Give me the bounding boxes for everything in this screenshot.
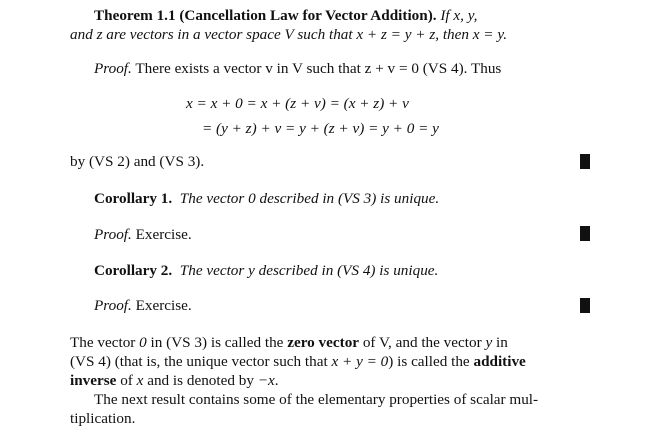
corollary-2-proof-text: Exercise. [135,297,192,314]
theorem-block [70,6,592,44]
math-sum: x + y = 0 [331,353,389,370]
math-zero: 0 [139,334,147,351]
closing-paragraph [70,333,592,428]
proof-line [70,59,616,78]
proof-label: Proof. [94,60,132,77]
corollary-1-proof [70,225,616,244]
math-x: x [136,372,144,389]
qed-mark-2 [580,226,590,241]
text-span: ) is called the [388,353,474,370]
corollary-1 [70,189,616,208]
text-span: of V, and the vector [359,334,486,351]
math-neg-x: −x [257,372,275,389]
equation-line-2: = (y + z) + v = y + (z + v) = y + 0 = y [202,120,439,137]
corollary-2-proof [70,296,616,315]
text-span: in (VS 3) is called the [146,334,288,351]
corollary-1-statement: The vector 0 described in (VS 3) is unique. [179,190,440,207]
corollary-2-proof-label: Proof. [94,297,132,314]
corollary-2-heading: Corollary 2. [94,262,173,279]
text-span: The vector [70,334,140,351]
corollary-1-heading: Corollary 1. [94,190,173,207]
qed-mark-1 [580,154,590,169]
qed-mark-3 [580,298,590,313]
closing-line-3 [70,371,592,390]
term-zero-vector: zero vector [287,334,360,351]
corollary-1-proof-text: Exercise. [135,226,192,243]
text-span: and is denoted by [143,372,258,389]
term-additive: additive [473,353,526,370]
closing-line-2 [70,352,592,371]
corollary-2-statement: The vector y described in (VS 4) is unique. [179,262,439,279]
theorem-heading: Theorem 1.1 (Cancellation Law for Vector Addition). [94,7,437,24]
term-inverse: inverse [70,372,117,389]
theorem-line-1 [70,6,592,25]
corollary-1-proof-label: Proof. [94,226,132,243]
closing-line-1 [70,333,592,352]
theorem-statement-start: If x, y, [440,7,478,24]
proof-closing: by (VS 2) and (VS 3). [70,153,205,170]
proof-text: There exists a vector v in V such that z + v = 0 (VS 4). Thus [135,60,502,77]
corollary-2 [70,261,616,280]
theorem-statement-cont: and z are vectors in a vector space V such that x + z = y + z, then x = y. [70,26,508,43]
math-y: y [485,334,493,351]
text-span: of [116,372,137,389]
next-result-line-2: tiplication. [70,410,136,427]
text-span: (VS 4) (that is, the unique vector such that [70,353,332,370]
text-span: . [274,372,279,389]
text-span: in [492,334,508,351]
equation-line-1: x = x + 0 = x + (z + v) = (x + z) + v [186,95,409,112]
next-result-line-1: The next result contains some of the elementary properties of scalar mul- [94,391,539,408]
